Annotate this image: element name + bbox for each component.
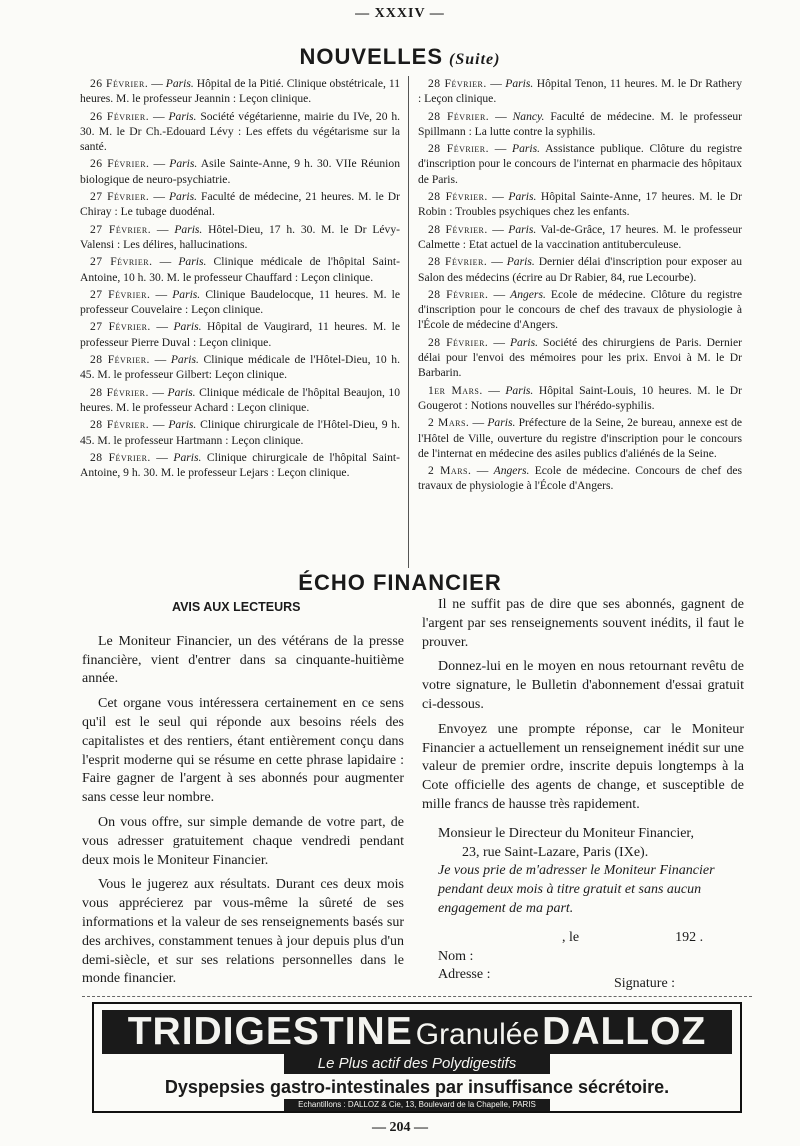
news-entry-date: 26 Février.: [90, 77, 149, 90]
echo-paragraph: Le Moniteur Financier, un des vétérans de la presse financière, vient d'entrer dans sa cinquante-huitième année.: [82, 633, 404, 687]
ad-indication: Dyspepsies gastro-intestinales par insuffisance sécrétoire.: [164, 1077, 670, 1097]
news-entry-dash: —: [152, 255, 179, 269]
news-entry-text: Clinique chirurgicale de l'hôpital Saint-Antoine, 9 h. 30. M. le professeur Lejars : Leçon clinique.: [80, 450, 401, 480]
news-entry-dash: —: [489, 142, 512, 156]
news-entry-dash: —: [150, 450, 174, 464]
nouvelles-title-text: NOUVELLES: [299, 44, 443, 69]
echo-paragraph: Vous le jugerez aux résultats. Durant ces deux mois vous apprécierez par vous-même la sûreté de ses informations et la valeur de ses renseignements basés sur des archives, constamment tenues à jour depuis plus d'un demi-siècle, et sur ses relations personnelles dans le monde financier.: [82, 877, 404, 987]
nouvelles-suite: (Suite): [449, 51, 501, 68]
subscription-coupon: [422, 825, 744, 985]
news-entry-text: Hôpital de la Pitié. Clinique obstétricale, 11 heures. M. le professeur Jeannin : Leçon clinique.: [80, 77, 400, 106]
news-entry-text: Hôpital de Vaugirard, 11 heures. M. le professeur Pierre Duval : Leçon clinique.: [80, 320, 401, 349]
coupon-adresse-field: Adresse :: [438, 967, 491, 983]
news-entry: [80, 417, 400, 448]
news-entry: [418, 463, 742, 494]
echo-column-right: [422, 596, 744, 985]
coupon-request: Je vous prie de m'adresser le Moniteur Financier pendant deux mois à titre gratuit et sans aucun engagement de ma part.: [438, 863, 715, 916]
news-entry-text: Hôtel-Dieu, 17 h. 30. M. le Dr Lévy-Valensi : Les délires, hallucinations.: [80, 222, 400, 251]
page-header-roman: — XXXIV —: [355, 6, 445, 21]
news-entry-text: Société végétarienne, mairie du IVe, 20 h. 30. M. le Dr Ch.-Edouard Lévy : Les effets du végétarisme sur la santé.: [80, 109, 401, 154]
news-entry: [80, 385, 400, 416]
news-entry-city: Paris.: [170, 353, 199, 367]
news-entry: [80, 450, 400, 481]
news-entry-dash: —: [489, 109, 513, 123]
news-entry-date: 2 Mars.: [428, 464, 472, 478]
news-entry: [418, 109, 742, 140]
news-entry-text: Dernier délai d'inscription pour exposer au Salon des médecins (écrire au Dr Rabier, 84, rue Lecourbe).: [418, 255, 742, 284]
news-entry-text: Val-de-Grâce, 17 heures. M. le professeur Calmette : Etat actuel de la vaccination antituberculeuse.: [418, 222, 742, 251]
news-entry: [80, 352, 400, 383]
news-column-right: [418, 76, 742, 496]
coupon-date-le: , le: [562, 929, 580, 945]
news-entry: [418, 254, 742, 285]
news-entry-text: Clinique médicale de l'hôpital Saint-Antoine, 10 h. 30. M. le professeur Chauffard : Leçon clinique.: [80, 255, 400, 284]
news-entry: [418, 189, 742, 220]
news-entry: [418, 335, 742, 381]
news-entry-date: 28 Février.: [428, 77, 487, 90]
news-entry-city: Paris.: [168, 109, 197, 123]
news-entry-date: 28 Février.: [428, 255, 488, 269]
news-entry-dash: —: [149, 157, 170, 171]
tridigestine-advertisement: [92, 1002, 742, 1113]
news-entry-dash: —: [148, 385, 168, 399]
news-entry-date: 28 Février.: [90, 385, 149, 399]
news-entry-date: 27 Février.: [90, 287, 151, 301]
ad-brand-dalloz: DALLOZ: [542, 1010, 707, 1053]
echo-paragraph: Envoyez une prompte réponse, car le Moniteur Financier a actuellement un renseignement inédit sur une valeur de premier ordre, inscrite depuis longtemps à la Cote officielle des agents de change, et susceptible de mille francs de hausse très rapidement.: [422, 721, 744, 812]
ad-tagline: Le Plus actif des Polydigestifs: [284, 1054, 550, 1074]
news-entry-date: 28 Février.: [90, 353, 150, 367]
news-entry: [418, 415, 742, 461]
news-entry-dash: —: [482, 383, 506, 397]
news-entry-city: Paris.: [165, 77, 194, 90]
news-entry-city: Angers.: [510, 287, 546, 301]
news-entry-dash: —: [487, 190, 509, 204]
avis-aux-lecteurs: AVIS AUX LECTEURS: [172, 600, 301, 614]
news-entry-date: 28 Février.: [428, 222, 488, 236]
news-entry-date: 28 Février.: [90, 450, 151, 464]
news-entry-text: Hôpital Saint-Louis, 10 heures. M. le Dr Gougerot : Notions nouvelles sur l'hérédo-syphilis.: [418, 383, 742, 412]
news-entry-dash: —: [149, 353, 171, 367]
news-entry: [418, 287, 742, 333]
news-entry-dash: —: [487, 255, 507, 269]
news-entry: [80, 222, 400, 253]
coupon-cut-line: [82, 996, 752, 997]
news-entry-city: Paris.: [167, 385, 196, 399]
news-entry-dash: —: [486, 77, 506, 90]
column-divider: [408, 76, 409, 568]
news-entry-date: 2 Mars.: [428, 416, 470, 430]
news-entry-date: 27 Février.: [90, 320, 151, 334]
news-entry-text: Asile Sainte-Anne, 9 h. 30. VIIe Réunion biologique de neuro-psychiatrie.: [80, 157, 400, 186]
news-entry-text: Hôpital Tenon, 11 heures. M. le Dr Rathery : Leçon clinique.: [418, 77, 743, 106]
news-entry: [418, 76, 742, 107]
news-entry-dash: —: [150, 320, 174, 334]
news-entry: [80, 76, 400, 107]
news-entry: [418, 383, 742, 414]
news-entry-text: Hôpital Sainte-Anne, 17 heures. M. le Dr Robin : Troubles psychiques chez les enfants.: [418, 190, 742, 219]
coupon-date-line: [422, 929, 744, 948]
news-entry-dash: —: [488, 335, 510, 349]
news-entry-date: 28 Février.: [90, 418, 150, 432]
news-entry-dash: —: [487, 222, 509, 236]
news-entry-city: Paris.: [509, 335, 538, 349]
echo-financier-title: ÉCHO FINANCIER: [298, 570, 502, 595]
news-entry-text: Clinique Baudelocque, 11 heures. M. le professeur Couvelaire : Leçon clinique.: [80, 287, 400, 317]
coupon-date-year: 192 .: [675, 929, 704, 945]
echo-paragraph: Cet organe vous intéressera certainement en ce sens qu'il est le seul qui réponde aux besoins réels des capitalistes et des rentiers, étant entièrement conçu dans l'esprit moderne qui se résume en cette phrase lapidaire : Faire gagner de l'argent à ses abonnés pour augmenter sans cesse leur nombre.: [82, 696, 404, 806]
news-entry-city: Paris.: [508, 222, 537, 236]
news-entry-city: Paris.: [505, 383, 534, 397]
news-entry: [80, 189, 400, 220]
news-entry-city: Paris.: [169, 157, 198, 171]
news-entry-city: Paris.: [168, 418, 197, 432]
news-entry-dash: —: [471, 464, 494, 478]
news-entry-city: Angers.: [493, 464, 530, 478]
news-entry-text: Ecole de médecine. Concours de chef des travaux de physiologie à l'École d'Angers.: [418, 464, 743, 493]
news-entry-dash: —: [148, 77, 166, 90]
echo-paragraph: On vous offre, sur simple demande de votre part, de vous adresser gratuitement chaque vendredi pendant deux mois le Moniteur Financier.: [82, 814, 404, 868]
news-entry-dash: —: [469, 416, 488, 430]
news-entry-city: Paris.: [505, 77, 534, 90]
news-entry-date: 28 Février.: [428, 142, 490, 156]
news-entry: [80, 156, 400, 187]
news-entry: [418, 141, 742, 187]
news-entry-city: Paris.: [172, 287, 201, 301]
news-entry-dash: —: [149, 109, 169, 123]
ad-samples-address: Echantillons : DALLOZ & Cie, 13, Boulevard de la Chapelle, PARIS: [284, 1099, 550, 1111]
news-entry-dash: —: [150, 287, 173, 301]
news-entry: [80, 109, 400, 155]
news-entry-dash: —: [149, 418, 169, 432]
news-entry-date: 28 Février.: [428, 335, 489, 349]
page-number: — 204 —: [372, 1120, 428, 1135]
news-entry-dash: —: [151, 222, 175, 236]
news-entry-dash: —: [149, 190, 169, 204]
news-entry-text: Clinique médicale de l'hôpital Beaujon, 10 heures. M. le professeur Achard : Leçon clinique.: [80, 385, 401, 414]
news-entry-date: 27 Février.: [90, 222, 152, 236]
news-entry-date: 27 Février.: [90, 255, 153, 269]
news-entry: [80, 319, 400, 350]
echo-column-left: [82, 596, 404, 995]
ad-brand-granulee: Granulée: [415, 1018, 540, 1051]
news-entry-date: 28 Février.: [428, 190, 488, 204]
ad-brand-tridigestine: TRIDIGESTINE: [127, 1010, 413, 1053]
news-entry-text: Ecole de médecine. Clôture du registre d'inscription pour le concours de chef des travaux de physiologie à l'École de médecine d'Angers.: [418, 287, 742, 332]
news-entry-date: 28 Février.: [428, 287, 489, 301]
news-entry-date: 28 Février.: [428, 109, 490, 123]
news-entry-city: Paris.: [174, 222, 203, 236]
coupon-address: 23, rue Saint-Lazare, Paris (IXe).: [462, 844, 649, 860]
news-entry-text: Société des chirurgiens de Paris. Dernier délai pour l'envoi des mémoires pour les prix. Envoi à M. le Dr Barbarin.: [418, 335, 742, 380]
news-entry-city: Paris.: [511, 142, 541, 156]
news-entry-city: Paris.: [168, 190, 197, 204]
news-entry-date: 26 Février.: [90, 157, 150, 171]
echo-paragraph: Donnez-lui en le moyen en nous retournant revêtu de votre signature, le Bulletin d'abonnement d'essai gratuit ci-dessous.: [422, 659, 744, 712]
ad-brand-banner: [102, 1010, 732, 1054]
news-entry-date: 26 Février.: [90, 109, 150, 123]
news-entry-text: Préfecture de la Seine, 2e bureau, annexe est de l'Hôtel de Ville, ouverture du registre d'inscription pour le concours de l'internat en médecine des asiles publics d'aliénés de la Seine.: [418, 416, 743, 460]
news-entry-text: Clinique médicale de l'Hôtel-Dieu, 10 h. 45. M. le professeur Gilbert: Leçon clinique.: [80, 353, 401, 382]
echo-paragraph: Il ne suffit pas de dire que ses abonnés, gagnent de l'argent par ses renseignements souvent inédits, il faut le prouver.: [422, 597, 744, 650]
coupon-signature-field: Signature :: [614, 976, 676, 991]
news-entry-date: 27 Février.: [90, 190, 150, 204]
news-column-left: [80, 76, 400, 482]
news-entry-text: Faculté de médecine, 21 heures. M. le Dr Chiray : Le tubage duodénal.: [80, 190, 400, 219]
news-entry-city: Paris.: [178, 255, 207, 269]
coupon-nom-field: Nom :: [438, 948, 474, 964]
news-entry-city: Paris.: [173, 320, 202, 334]
news-entry-text: Faculté de médecine. M. le professeur Spillmann : La lutte contre la syphilis.: [418, 109, 743, 138]
news-entry: [80, 254, 400, 285]
news-entry-city: Paris.: [508, 190, 537, 204]
news-entry-city: Paris.: [173, 450, 202, 464]
news-entry-text: Clinique chirurgicale de l'Hôtel-Dieu, 9 h. 45. M. le professeur Hartmann : Leçon clinique.: [80, 418, 400, 447]
news-entry-dash: —: [488, 287, 511, 301]
nouvelles-title: [0, 44, 800, 70]
news-entry: [418, 222, 742, 253]
news-entry-city: Paris.: [506, 255, 535, 269]
news-entry-text: Assistance publique. Clôture du registre d'inscription pour le concours de l'internat en pharmacie des hôpitaux de Paris.: [418, 142, 742, 186]
news-entry-date: 1er Mars.: [428, 383, 483, 397]
news-entry-city: Nancy.: [512, 109, 545, 123]
news-entry-city: Paris.: [487, 416, 516, 430]
coupon-addressee: Monsieur le Directeur du Moniteur Financier,: [438, 825, 695, 841]
news-entry: [80, 287, 400, 318]
